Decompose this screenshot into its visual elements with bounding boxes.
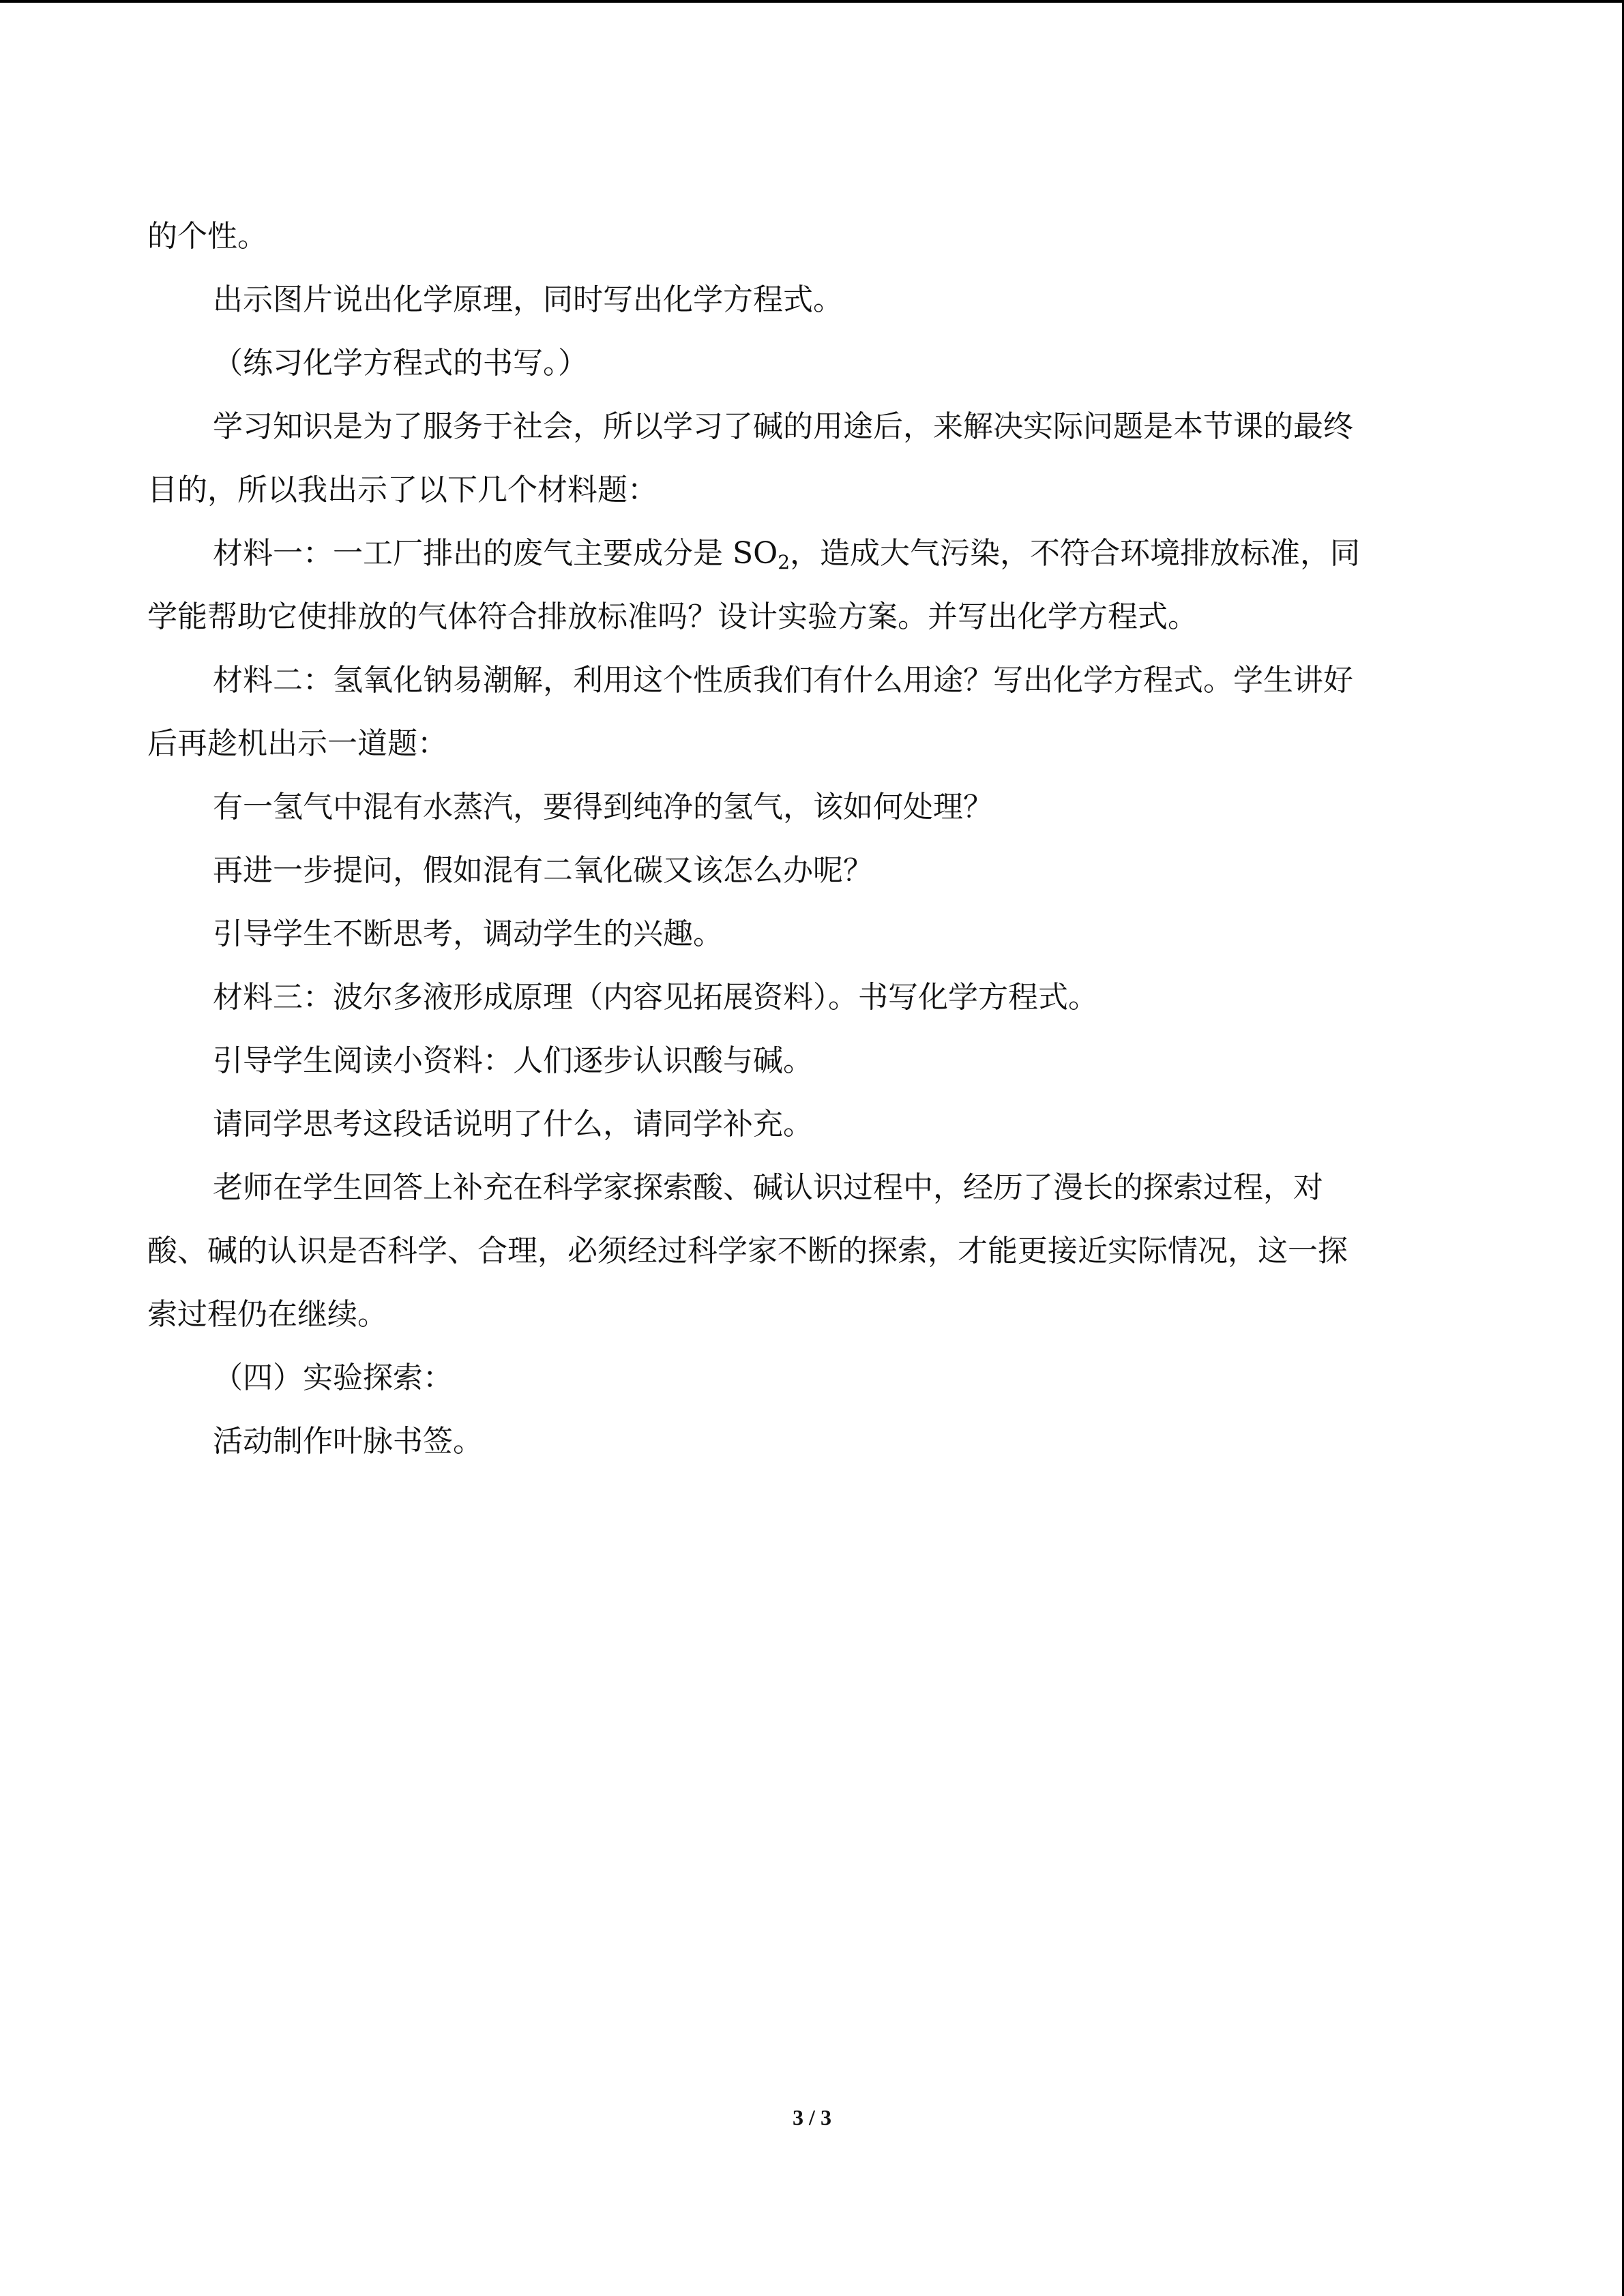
paragraph-line: 活动制作叶脉书签。: [213, 1424, 483, 1459]
top-border: [0, 0, 1624, 3]
paragraph-line: 老师在学生回答上补充在科学家探索酸、碱认识过程中，经历了漫长的探索过程，对: [213, 1170, 1323, 1205]
paragraph-line: 有一氢气中混有水蒸汽，要得到纯净的氢气，该如何处理？: [213, 790, 993, 824]
paragraph-line: 的个性。: [147, 219, 267, 254]
paragraph-line: 学习知识是为了服务于社会，所以学习了碱的用途后，来解决实际问题是本节课的最终: [213, 409, 1353, 444]
document-body: [147, 205, 1464, 1473]
line-text-before: 材料一：一工厂排出的废气主要成分是 SO: [213, 536, 778, 571]
paragraph-line-so2: [147, 522, 1464, 585]
paragraph-line: 请同学思考这段话说明了什么，请同学补充。: [213, 1107, 813, 1142]
section-heading: （四）实验探索：: [213, 1360, 453, 1395]
paragraph-line: （练习化学方程式的书写。）: [213, 346, 588, 381]
so2-subscript: 2: [778, 551, 791, 573]
paragraph-line: 材料三：波尔多液形成原理（内容见拓展资料）。书写化学方程式。: [213, 980, 1098, 1015]
page-number: 3 / 3: [793, 2105, 831, 2130]
paragraph-line: 引导学生不断思考，调动学生的兴趣。: [213, 916, 723, 951]
paragraph-line: 引导学生阅读小资料：人们逐步认识酸与碱。: [213, 1043, 813, 1078]
paragraph-line: 索过程仍在继续。: [147, 1297, 387, 1332]
paragraph-line: 目的，所以我出示了以下几个材料题：: [147, 473, 658, 507]
paragraph-line: 材料二：氢氧化钠易潮解，利用这个性质我们有什么用途？写出化学方程式。学生讲好: [213, 663, 1353, 698]
line-text-after: ，造成大气污染，不符合环境排放标准，同: [790, 536, 1361, 571]
paragraph-line: 出示图片说出化学原理，同时写出化学方程式。: [213, 282, 843, 317]
paragraph-line: 后再趁机出示一道题：: [147, 726, 447, 761]
paragraph-line: 酸、碱的认识是否科学、合理，必须经过科学家不断的探索，才能更接近实际情况，这一探: [147, 1234, 1348, 1268]
paragraph-line: 再进一步提问，假如混有二氧化碳又该怎么办呢？: [213, 853, 873, 888]
paragraph-line: 学能帮助它使排放的气体符合排放标准吗？设计实验方案。并写出化学方程式。: [147, 599, 1198, 634]
